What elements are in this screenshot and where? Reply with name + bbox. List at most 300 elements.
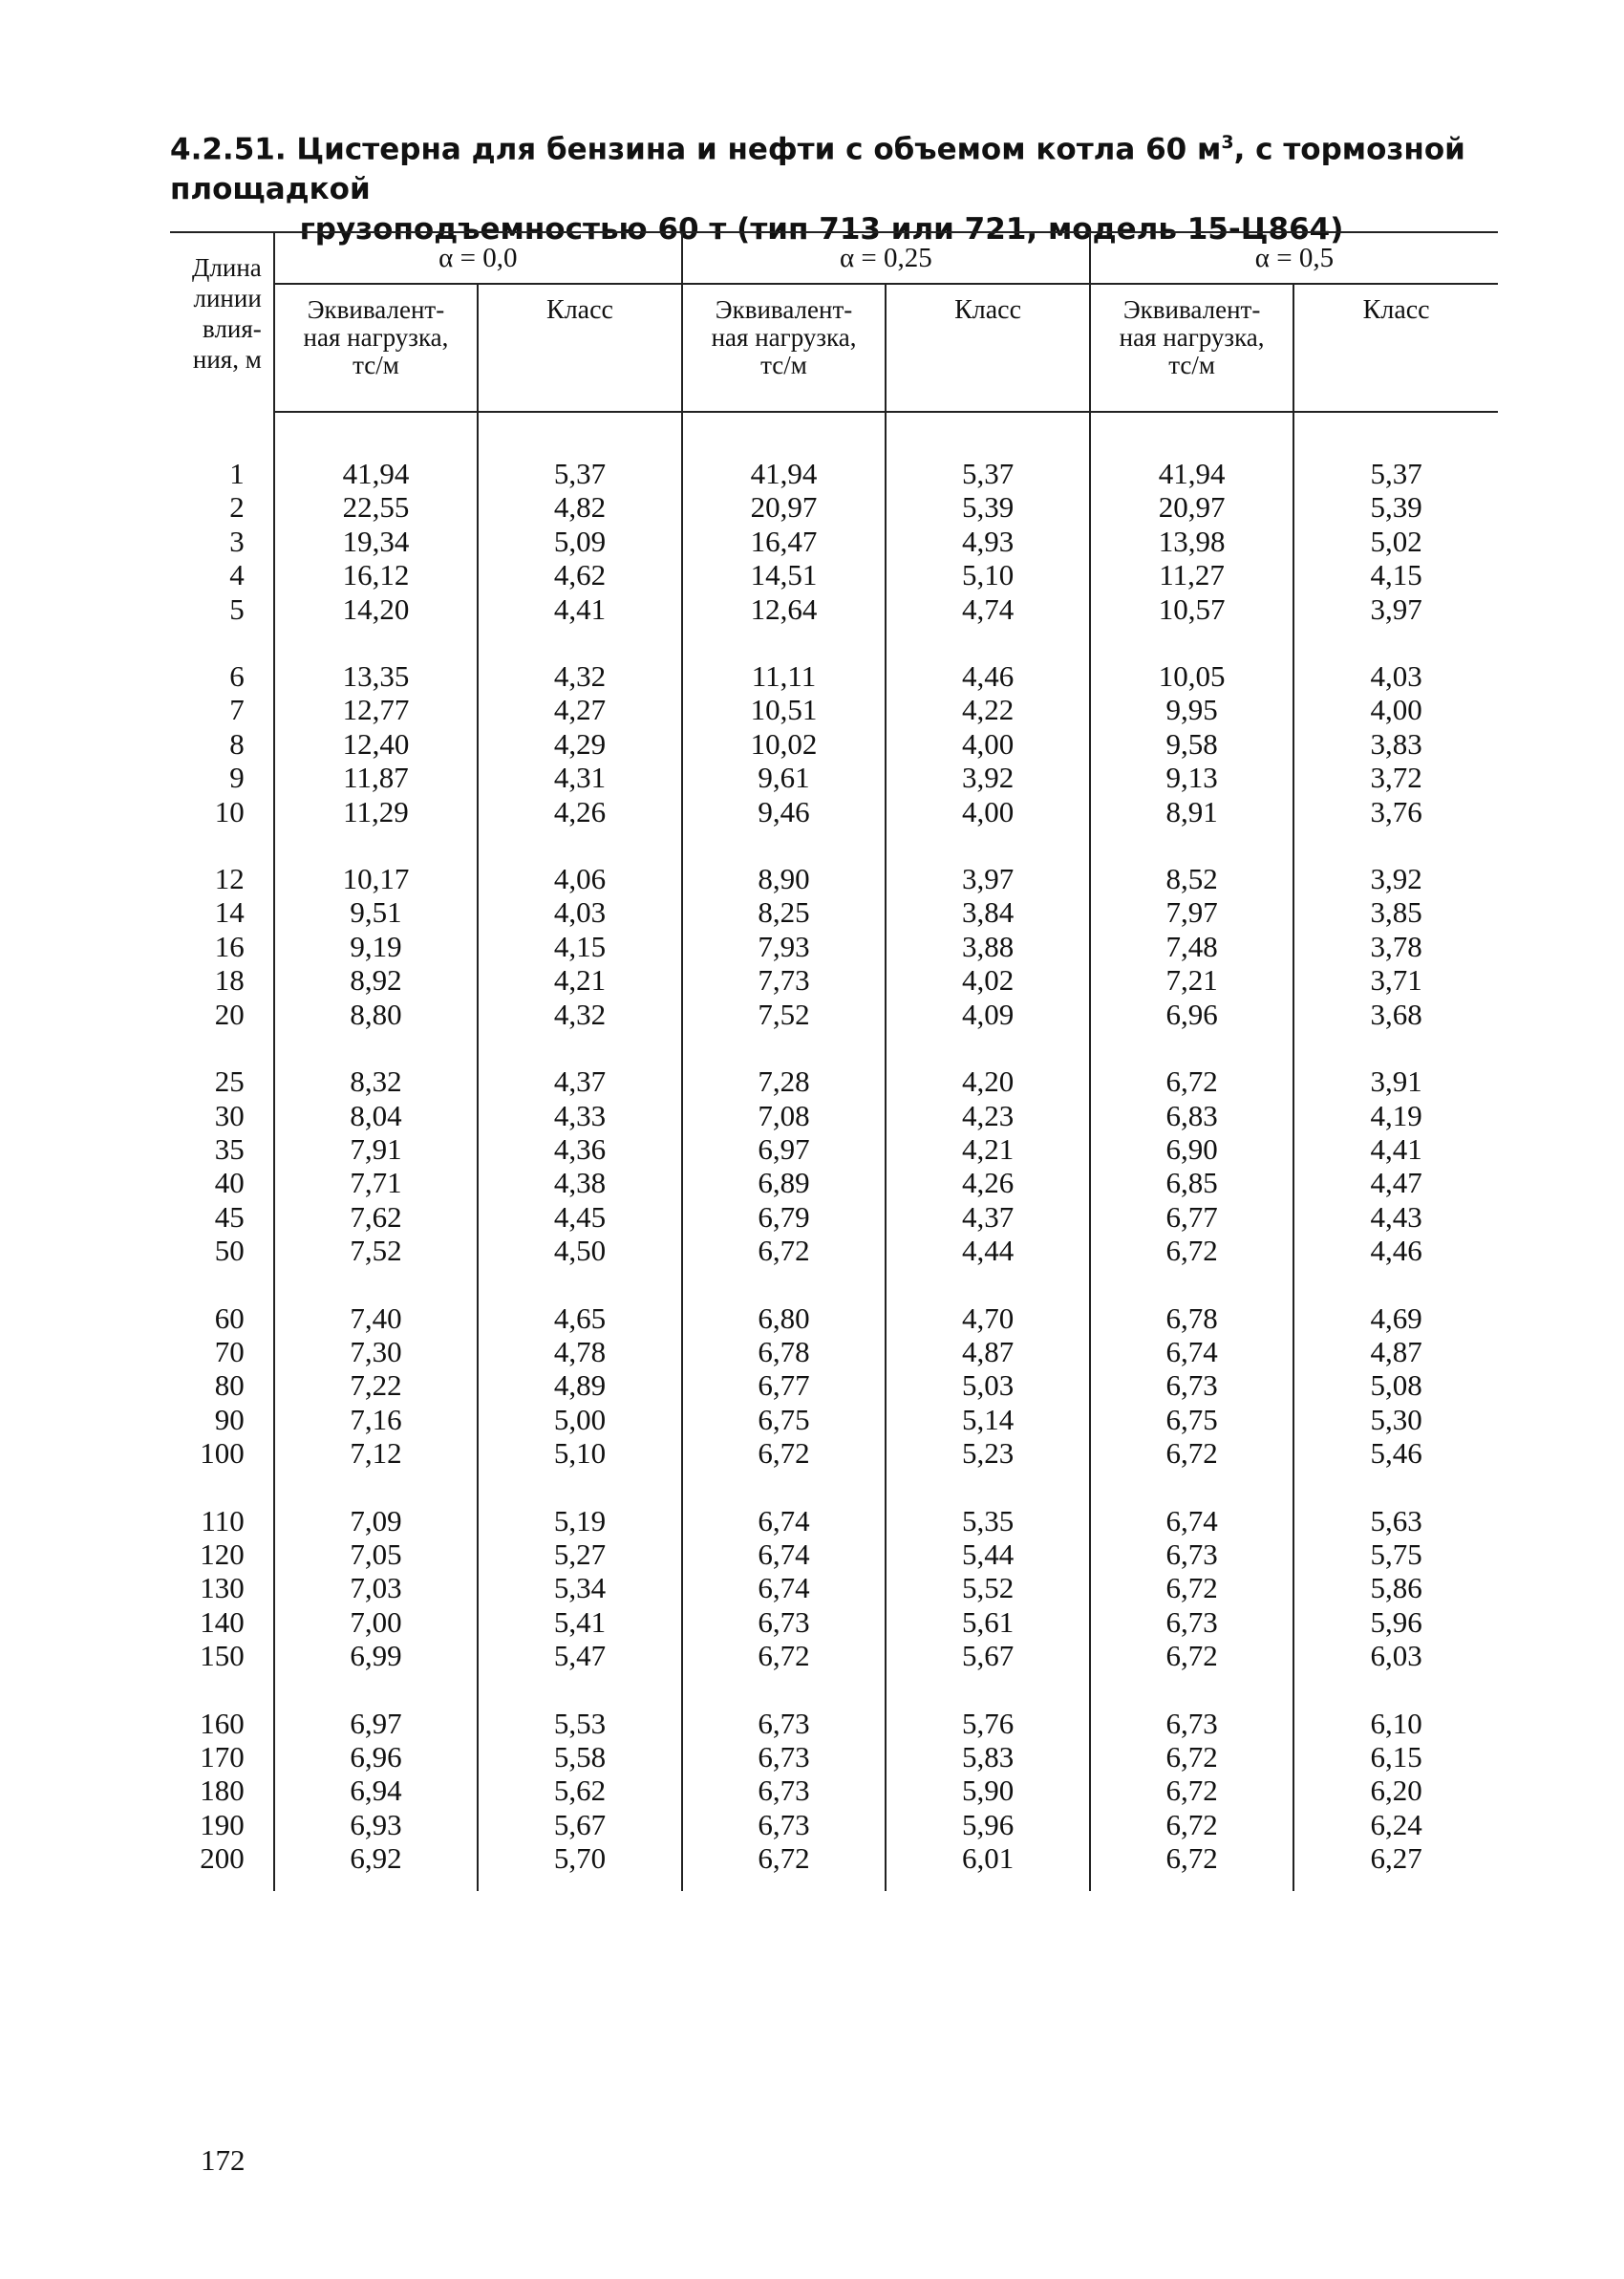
eq-load-a025-cell: 6,74 bbox=[682, 1504, 886, 1537]
spacer-cell bbox=[170, 412, 274, 457]
eq-load-a0-cell: 9,51 bbox=[274, 895, 478, 929]
class-a0-cell: 5,09 bbox=[478, 525, 682, 558]
class-a05-cell: 4,43 bbox=[1293, 1200, 1498, 1234]
class-a025-cell: 6,01 bbox=[886, 1841, 1090, 1875]
spacer-cell bbox=[1293, 1031, 1498, 1064]
spacer-cell bbox=[1090, 1471, 1293, 1504]
class-a05-cell: 5,37 bbox=[1293, 457, 1498, 490]
eq-load-a0-cell: 6,94 bbox=[274, 1774, 478, 1807]
length-cell: 8 bbox=[229, 726, 245, 761]
eq-load-a05-cell: 6,85 bbox=[1090, 1166, 1293, 1199]
class-a025-cell: 5,10 bbox=[886, 558, 1090, 591]
page-number: 172 bbox=[201, 2143, 246, 2177]
class-a0-cell: 5,41 bbox=[478, 1605, 682, 1639]
eq-load-a0-cell: 6,97 bbox=[274, 1707, 478, 1740]
eq-load-a05-cell: 6,75 bbox=[1090, 1403, 1293, 1436]
eq-load-a025-cell: 6,78 bbox=[682, 1335, 886, 1368]
group-spacer bbox=[170, 1268, 1498, 1301]
class-a05-cell: 4,41 bbox=[1293, 1132, 1498, 1166]
eq-load-a025-cell: 12,64 bbox=[682, 592, 886, 626]
class-a025-cell: 5,37 bbox=[886, 457, 1090, 490]
class-a025-cell: 5,14 bbox=[886, 1403, 1090, 1436]
class-a0-cell: 5,67 bbox=[478, 1808, 682, 1841]
length-cell: 150 bbox=[200, 1639, 245, 1673]
group-spacer bbox=[170, 1471, 1498, 1504]
table-row bbox=[170, 1132, 1498, 1166]
header-alpha-05: α = 0,5 bbox=[1090, 232, 1498, 284]
spacer-cell bbox=[274, 828, 478, 862]
table-row bbox=[170, 1403, 1498, 1436]
spacer-cell bbox=[682, 1673, 886, 1707]
header-alpha-025: α = 0,25 bbox=[682, 232, 1090, 284]
eq-load-a05-cell: 10,57 bbox=[1090, 592, 1293, 626]
spacer-cell bbox=[886, 1268, 1090, 1301]
class-a05-cell: 4,00 bbox=[1293, 693, 1498, 726]
class-a025-cell: 4,23 bbox=[886, 1099, 1090, 1132]
length-cell: 16 bbox=[214, 929, 245, 963]
table-row bbox=[170, 1808, 1498, 1841]
eq-load-a025-cell: 6,72 bbox=[682, 1436, 886, 1470]
eq-load-a025-cell: 41,94 bbox=[682, 457, 886, 490]
eq-load-a025-cell: 6,77 bbox=[682, 1368, 886, 1402]
eq-load-a025-cell: 6,75 bbox=[682, 1403, 886, 1436]
header-equivalent-load: Эквивалент- ная нагрузка, тс/м bbox=[274, 284, 478, 412]
spacer-cell bbox=[1090, 1031, 1293, 1064]
eq-load-a0-cell: 8,80 bbox=[274, 998, 478, 1031]
length-cell: 90 bbox=[214, 1402, 245, 1436]
length-cell: 60 bbox=[214, 1301, 245, 1335]
table-row bbox=[170, 1537, 1498, 1571]
class-a0-cell: 4,33 bbox=[478, 1099, 682, 1132]
eq-load-a05-cell: 8,52 bbox=[1090, 862, 1293, 895]
class-a05-cell: 6,24 bbox=[1293, 1808, 1498, 1841]
eq-load-a0-cell: 9,19 bbox=[274, 930, 478, 963]
class-a025-cell: 4,20 bbox=[886, 1064, 1090, 1098]
spacer-cell bbox=[274, 626, 478, 659]
spacer-cell bbox=[274, 1673, 478, 1707]
eq-load-a025-cell: 20,97 bbox=[682, 490, 886, 524]
eq-load-a025-cell: 7,08 bbox=[682, 1099, 886, 1132]
class-a025-cell: 4,87 bbox=[886, 1335, 1090, 1368]
spacer-cell bbox=[1090, 412, 1293, 457]
eq-load-a05-cell: 6,73 bbox=[1090, 1707, 1293, 1740]
class-a05-cell: 5,08 bbox=[1293, 1368, 1498, 1402]
class-a0-cell: 4,15 bbox=[478, 930, 682, 963]
class-a05-cell: 5,86 bbox=[1293, 1571, 1498, 1604]
spacer-cell bbox=[1293, 1471, 1498, 1504]
eq-load-a025-cell: 8,90 bbox=[682, 862, 886, 895]
class-a025-cell: 5,39 bbox=[886, 490, 1090, 524]
class-a05-cell: 5,02 bbox=[1293, 525, 1498, 558]
table-row bbox=[170, 1064, 1498, 1098]
spacer-cell bbox=[886, 626, 1090, 659]
eq-load-a05-cell: 7,97 bbox=[1090, 895, 1293, 929]
length-cell: 200 bbox=[200, 1841, 245, 1876]
spacer-cell bbox=[478, 412, 682, 457]
spacer-cell bbox=[1090, 1876, 1293, 1891]
class-a0-cell: 5,58 bbox=[478, 1740, 682, 1774]
table-row bbox=[170, 1841, 1498, 1875]
eq-load-a05-cell: 6,96 bbox=[1090, 998, 1293, 1031]
class-a05-cell: 4,87 bbox=[1293, 1335, 1498, 1368]
eq-load-a025-cell: 6,73 bbox=[682, 1774, 886, 1807]
eq-load-a025-cell: 6,73 bbox=[682, 1605, 886, 1639]
table-row bbox=[170, 693, 1498, 726]
class-a0-cell: 5,10 bbox=[478, 1436, 682, 1470]
eq-load-a025-cell: 6,97 bbox=[682, 1132, 886, 1166]
class-a05-cell: 6,10 bbox=[1293, 1707, 1498, 1740]
class-a0-cell: 4,03 bbox=[478, 895, 682, 929]
length-cell: 4 bbox=[229, 558, 245, 592]
eq-load-a0-cell: 8,04 bbox=[274, 1099, 478, 1132]
length-cell: 120 bbox=[200, 1537, 245, 1571]
length-cell: 140 bbox=[200, 1604, 245, 1639]
group-spacer bbox=[170, 412, 1498, 457]
class-a05-cell: 3,78 bbox=[1293, 930, 1498, 963]
class-a05-cell: 3,92 bbox=[1293, 862, 1498, 895]
spacer-cell bbox=[886, 1031, 1090, 1064]
class-a05-cell: 5,63 bbox=[1293, 1504, 1498, 1537]
class-a0-cell: 4,78 bbox=[478, 1335, 682, 1368]
eq-load-a05-cell: 10,05 bbox=[1090, 659, 1293, 693]
table-row bbox=[170, 998, 1498, 1031]
class-a025-cell: 3,92 bbox=[886, 761, 1090, 794]
eq-load-a025-cell: 6,72 bbox=[682, 1639, 886, 1672]
class-a05-cell: 5,96 bbox=[1293, 1605, 1498, 1639]
class-a05-cell: 5,75 bbox=[1293, 1537, 1498, 1571]
eq-load-a05-cell: 6,72 bbox=[1090, 1808, 1293, 1841]
eq-load-a05-cell: 13,98 bbox=[1090, 525, 1293, 558]
class-a0-cell: 4,31 bbox=[478, 761, 682, 794]
eq-load-a025-cell: 7,73 bbox=[682, 963, 886, 997]
eq-load-a025-cell: 6,73 bbox=[682, 1707, 886, 1740]
eq-load-a025-cell: 9,46 bbox=[682, 795, 886, 828]
table-row bbox=[170, 558, 1498, 591]
class-a025-cell: 4,70 bbox=[886, 1301, 1090, 1335]
table-row bbox=[170, 1605, 1498, 1639]
eq-load-a025-cell: 6,80 bbox=[682, 1301, 886, 1335]
length-cell: 50 bbox=[214, 1234, 245, 1268]
class-a0-cell: 4,82 bbox=[478, 490, 682, 524]
class-a0-cell: 5,70 bbox=[478, 1841, 682, 1875]
length-cell: 30 bbox=[214, 1098, 245, 1132]
spacer-cell bbox=[1293, 626, 1498, 659]
table-row bbox=[170, 1200, 1498, 1234]
table-row bbox=[170, 1740, 1498, 1774]
spacer-cell bbox=[478, 1471, 682, 1504]
title-line-2: грузоподъемностью 60 т (тип 713 или 721, модель 15-Ц864) bbox=[299, 212, 1344, 247]
class-a025-cell: 5,61 bbox=[886, 1605, 1090, 1639]
spacer-cell bbox=[682, 1268, 886, 1301]
eq-load-a0-cell: 7,52 bbox=[274, 1234, 478, 1267]
eq-load-a025-cell: 6,74 bbox=[682, 1571, 886, 1604]
class-a025-cell: 4,44 bbox=[886, 1234, 1090, 1267]
table-row bbox=[170, 963, 1498, 997]
table-row bbox=[170, 1504, 1498, 1537]
spacer-cell bbox=[886, 1673, 1090, 1707]
class-a05-cell: 3,68 bbox=[1293, 998, 1498, 1031]
class-a0-cell: 4,50 bbox=[478, 1234, 682, 1267]
class-a0-cell: 4,21 bbox=[478, 963, 682, 997]
class-a05-cell: 6,15 bbox=[1293, 1740, 1498, 1774]
spacer-cell bbox=[682, 1876, 886, 1891]
table-row bbox=[170, 1639, 1498, 1672]
group-spacer bbox=[170, 1031, 1498, 1064]
eq-load-a0-cell: 7,22 bbox=[274, 1368, 478, 1402]
table-row bbox=[170, 727, 1498, 761]
class-a05-cell: 4,69 bbox=[1293, 1301, 1498, 1335]
length-cell: 1 bbox=[229, 457, 245, 490]
class-a025-cell: 5,67 bbox=[886, 1639, 1090, 1672]
spacer-cell bbox=[682, 1031, 886, 1064]
class-a05-cell: 4,46 bbox=[1293, 1234, 1498, 1267]
eq-load-a05-cell: 41,94 bbox=[1090, 457, 1293, 490]
length-cell: 18 bbox=[214, 963, 245, 998]
eq-load-a05-cell: 7,21 bbox=[1090, 963, 1293, 997]
eq-load-a025-cell: 7,28 bbox=[682, 1064, 886, 1098]
eq-load-a025-cell: 10,02 bbox=[682, 727, 886, 761]
spacer-cell bbox=[170, 626, 274, 659]
header-influence-line-length: Длина линии влия- ния, м bbox=[170, 232, 274, 412]
class-a0-cell: 4,29 bbox=[478, 727, 682, 761]
table-row bbox=[170, 525, 1498, 558]
eq-load-a05-cell: 6,73 bbox=[1090, 1368, 1293, 1402]
length-cell: 9 bbox=[229, 761, 245, 795]
length-cell: 70 bbox=[214, 1334, 245, 1368]
spacer-cell bbox=[1293, 412, 1498, 457]
class-a05-cell: 3,76 bbox=[1293, 795, 1498, 828]
group-spacer bbox=[170, 1876, 1498, 1891]
spacer-cell bbox=[1293, 828, 1498, 862]
eq-load-a05-cell: 9,13 bbox=[1090, 761, 1293, 794]
eq-load-a025-cell: 9,61 bbox=[682, 761, 886, 794]
eq-load-a0-cell: 41,94 bbox=[274, 457, 478, 490]
spacer-cell bbox=[1090, 1268, 1293, 1301]
eq-load-a0-cell: 7,30 bbox=[274, 1335, 478, 1368]
class-a0-cell: 5,62 bbox=[478, 1774, 682, 1807]
spacer-cell bbox=[478, 828, 682, 862]
class-a05-cell: 6,27 bbox=[1293, 1841, 1498, 1875]
class-a05-cell: 4,03 bbox=[1293, 659, 1498, 693]
spacer-cell bbox=[274, 1471, 478, 1504]
spacer-cell bbox=[478, 1031, 682, 1064]
spacer-cell bbox=[170, 828, 274, 862]
class-a025-cell: 4,00 bbox=[886, 727, 1090, 761]
table-row bbox=[170, 592, 1498, 626]
table-row bbox=[170, 1571, 1498, 1604]
eq-load-a0-cell: 7,09 bbox=[274, 1504, 478, 1537]
class-a05-cell: 6,03 bbox=[1293, 1639, 1498, 1672]
eq-load-a05-cell: 11,27 bbox=[1090, 558, 1293, 591]
length-cell: 5 bbox=[229, 591, 245, 626]
spacer-cell bbox=[478, 626, 682, 659]
eq-load-a0-cell: 8,92 bbox=[274, 963, 478, 997]
eq-load-a05-cell: 9,95 bbox=[1090, 693, 1293, 726]
class-a025-cell: 4,26 bbox=[886, 1166, 1090, 1199]
class-a05-cell: 5,39 bbox=[1293, 490, 1498, 524]
spacer-cell bbox=[274, 1268, 478, 1301]
class-a0-cell: 4,45 bbox=[478, 1200, 682, 1234]
spacer-cell bbox=[1293, 1673, 1498, 1707]
table-row bbox=[170, 795, 1498, 828]
class-a0-cell: 4,06 bbox=[478, 862, 682, 895]
spacer-cell bbox=[886, 412, 1090, 457]
class-a025-cell: 4,21 bbox=[886, 1132, 1090, 1166]
class-a05-cell: 3,72 bbox=[1293, 761, 1498, 794]
spacer-cell bbox=[170, 1876, 274, 1891]
class-a05-cell: 6,20 bbox=[1293, 1774, 1498, 1807]
eq-load-a0-cell: 14,20 bbox=[274, 592, 478, 626]
class-a05-cell: 4,19 bbox=[1293, 1099, 1498, 1132]
eq-load-a0-cell: 6,99 bbox=[274, 1639, 478, 1672]
spacer-cell bbox=[274, 1031, 478, 1064]
eq-load-a0-cell: 7,03 bbox=[274, 1571, 478, 1604]
class-a025-cell: 5,23 bbox=[886, 1436, 1090, 1470]
table-row bbox=[170, 930, 1498, 963]
spacer-cell bbox=[170, 1268, 274, 1301]
eq-load-a05-cell: 6,83 bbox=[1090, 1099, 1293, 1132]
header-equivalent-load: Эквивалент- ная нагрузка, тс/м bbox=[1090, 284, 1293, 412]
table-row bbox=[170, 1335, 1498, 1368]
class-a025-cell: 5,90 bbox=[886, 1774, 1090, 1807]
spacer-cell bbox=[1090, 626, 1293, 659]
spacer-cell bbox=[170, 1673, 274, 1707]
table-row bbox=[170, 1301, 1498, 1335]
class-a0-cell: 4,27 bbox=[478, 693, 682, 726]
class-a0-cell: 5,37 bbox=[478, 457, 682, 490]
eq-load-a0-cell: 22,55 bbox=[274, 490, 478, 524]
table-row bbox=[170, 1436, 1498, 1470]
class-a025-cell: 5,35 bbox=[886, 1504, 1090, 1537]
eq-load-a05-cell: 6,77 bbox=[1090, 1200, 1293, 1234]
length-cell: 20 bbox=[214, 997, 245, 1031]
class-a025-cell: 4,09 bbox=[886, 998, 1090, 1031]
eq-load-a05-cell: 6,72 bbox=[1090, 1234, 1293, 1267]
eq-load-a025-cell: 14,51 bbox=[682, 558, 886, 591]
eq-load-a05-cell: 6,74 bbox=[1090, 1504, 1293, 1537]
spacer-cell bbox=[274, 412, 478, 457]
class-a0-cell: 5,47 bbox=[478, 1639, 682, 1672]
length-cell: 10 bbox=[214, 794, 245, 828]
class-a0-cell: 4,89 bbox=[478, 1368, 682, 1402]
eq-load-a05-cell: 6,73 bbox=[1090, 1537, 1293, 1571]
class-a0-cell: 5,19 bbox=[478, 1504, 682, 1537]
eq-load-a05-cell: 6,72 bbox=[1090, 1436, 1293, 1470]
class-a025-cell: 5,83 bbox=[886, 1740, 1090, 1774]
class-a05-cell: 3,83 bbox=[1293, 727, 1498, 761]
spacer-cell bbox=[478, 1268, 682, 1301]
spacer-cell bbox=[170, 1031, 274, 1064]
table-row bbox=[170, 457, 1498, 490]
class-a05-cell: 4,47 bbox=[1293, 1166, 1498, 1199]
spacer-cell bbox=[1293, 1268, 1498, 1301]
class-a05-cell: 4,15 bbox=[1293, 558, 1498, 591]
eq-load-a05-cell: 6,72 bbox=[1090, 1064, 1293, 1098]
eq-load-a025-cell: 6,72 bbox=[682, 1234, 886, 1267]
class-a025-cell: 4,00 bbox=[886, 795, 1090, 828]
table-row bbox=[170, 895, 1498, 929]
class-a05-cell: 3,71 bbox=[1293, 963, 1498, 997]
length-cell: 2 bbox=[229, 490, 245, 525]
eq-load-a0-cell: 13,35 bbox=[274, 659, 478, 693]
length-cell: 45 bbox=[214, 1199, 245, 1234]
class-a0-cell: 4,37 bbox=[478, 1064, 682, 1098]
eq-load-a025-cell: 6,79 bbox=[682, 1200, 886, 1234]
length-cell: 170 bbox=[200, 1740, 245, 1774]
table-row bbox=[170, 659, 1498, 693]
eq-load-a05-cell: 6,73 bbox=[1090, 1605, 1293, 1639]
eq-load-a025-cell: 8,25 bbox=[682, 895, 886, 929]
class-a025-cell: 4,93 bbox=[886, 525, 1090, 558]
group-spacer bbox=[170, 626, 1498, 659]
header-class: Класс bbox=[886, 284, 1090, 412]
eq-load-a0-cell: 6,93 bbox=[274, 1808, 478, 1841]
spacer-cell bbox=[682, 828, 886, 862]
table-row bbox=[170, 1707, 1498, 1740]
class-a025-cell: 4,74 bbox=[886, 592, 1090, 626]
eq-load-a025-cell: 6,73 bbox=[682, 1808, 886, 1841]
class-a025-cell: 4,02 bbox=[886, 963, 1090, 997]
eq-load-a0-cell: 12,77 bbox=[274, 693, 478, 726]
eq-load-a0-cell: 7,91 bbox=[274, 1132, 478, 1166]
eq-load-a05-cell: 7,48 bbox=[1090, 930, 1293, 963]
eq-load-a0-cell: 7,40 bbox=[274, 1301, 478, 1335]
length-cell: 190 bbox=[200, 1807, 245, 1841]
table-row bbox=[170, 490, 1498, 524]
length-cell: 14 bbox=[214, 895, 245, 930]
length-cell: 12 bbox=[214, 862, 245, 896]
title-line-1: 4.2.51. Цистерна для бензина и нефти с объемом котла 60 $м^3$, с тормозной площадкой bbox=[170, 132, 1465, 207]
class-a025-cell: 4,22 bbox=[886, 693, 1090, 726]
spacer-cell bbox=[682, 626, 886, 659]
spacer-cell bbox=[682, 1471, 886, 1504]
eq-load-a0-cell: 11,87 bbox=[274, 761, 478, 794]
eq-load-a0-cell: 6,96 bbox=[274, 1740, 478, 1774]
eq-load-a025-cell: 16,47 bbox=[682, 525, 886, 558]
table-row bbox=[170, 862, 1498, 895]
class-a0-cell: 4,62 bbox=[478, 558, 682, 591]
class-a0-cell: 5,34 bbox=[478, 1571, 682, 1604]
spacer-cell bbox=[478, 1876, 682, 1891]
header-equivalent-load: Эквивалент- ная нагрузка, тс/м bbox=[682, 284, 886, 412]
table-row bbox=[170, 1368, 1498, 1402]
spacer-cell bbox=[886, 1471, 1090, 1504]
eq-load-a05-cell: 6,72 bbox=[1090, 1639, 1293, 1672]
class-a05-cell: 3,97 bbox=[1293, 592, 1498, 626]
class-a025-cell: 5,96 bbox=[886, 1808, 1090, 1841]
spacer-cell bbox=[886, 1876, 1090, 1891]
spacer-cell bbox=[170, 1471, 274, 1504]
table-row bbox=[170, 1166, 1498, 1199]
eq-load-a025-cell: 6,89 bbox=[682, 1166, 886, 1199]
spacer-cell bbox=[478, 1673, 682, 1707]
eq-load-a0-cell: 7,71 bbox=[274, 1166, 478, 1199]
eq-load-a05-cell: 6,78 bbox=[1090, 1301, 1293, 1335]
eq-load-a05-cell: 8,91 bbox=[1090, 795, 1293, 828]
length-cell: 25 bbox=[214, 1064, 245, 1099]
class-a0-cell: 4,41 bbox=[478, 592, 682, 626]
eq-load-a025-cell: 7,93 bbox=[682, 930, 886, 963]
class-a05-cell: 5,30 bbox=[1293, 1403, 1498, 1436]
spacer-cell bbox=[1293, 1876, 1498, 1891]
equivalent-load-table bbox=[170, 231, 1498, 1891]
eq-load-a0-cell: 19,34 bbox=[274, 525, 478, 558]
eq-load-a05-cell: 20,97 bbox=[1090, 490, 1293, 524]
class-a025-cell: 5,44 bbox=[886, 1537, 1090, 1571]
class-a025-cell: 5,52 bbox=[886, 1571, 1090, 1604]
class-a0-cell: 4,65 bbox=[478, 1301, 682, 1335]
eq-load-a0-cell: 6,92 bbox=[274, 1841, 478, 1875]
